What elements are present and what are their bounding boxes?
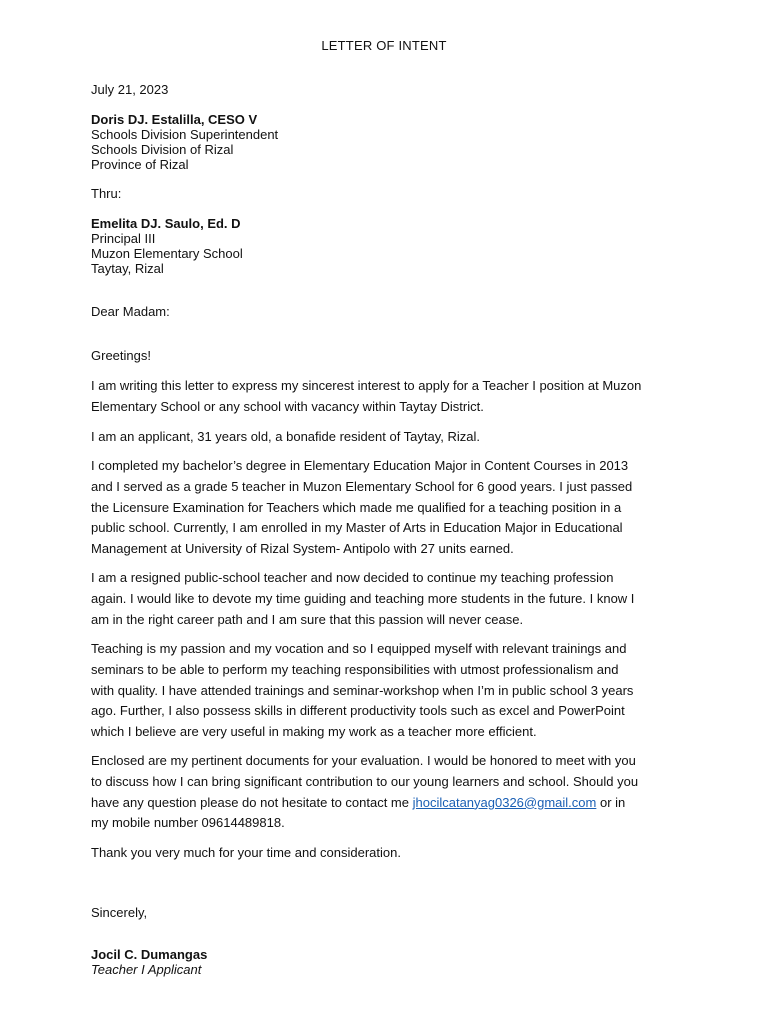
recipient-line: Schools Division of Rizal bbox=[91, 142, 234, 157]
recipient-block bbox=[91, 112, 278, 172]
recipient-name: Doris DJ. Estalilla, CESO V bbox=[91, 112, 258, 127]
thru-line: Taytay, Rizal bbox=[91, 261, 164, 276]
contact-text-after: or in bbox=[596, 794, 626, 810]
signer-title: Teacher I Applicant bbox=[91, 962, 202, 977]
paragraph-line: am in the right career path and I am sure that this passion will never cease. bbox=[91, 611, 524, 627]
paragraph-line: I am writing this letter to express my sincerest interest to apply for a Teacher I position at Muzon bbox=[91, 378, 642, 393]
thru-name: Emelita DJ. Saulo, Ed. D bbox=[91, 216, 241, 231]
paragraph-line: Enclosed are my pertinent documents for your evaluation. I would be honored to meet with you bbox=[91, 753, 636, 768]
paragraph-line: which I believe are very useful in making my work as a teacher more efficient. bbox=[91, 724, 537, 740]
paragraph-line: ago. Further, I also possess skills in different productivity tools such as excel and PowerPoint bbox=[91, 703, 625, 719]
paragraph-line: again. I would like to devote my time guiding and teaching more students in the future. I know I bbox=[91, 590, 635, 606]
paragraph-education bbox=[91, 456, 691, 560]
paragraph-line: and I served as a grade 5 teacher in Muzon Elementary School for 6 good years. I just passed bbox=[91, 478, 633, 494]
signer-name: Jocil C. Dumangas bbox=[91, 947, 208, 962]
thru-label: Thru: bbox=[91, 186, 122, 201]
paragraph-line: to discuss how I can bring significant contribution to our young learners and school. Should you bbox=[91, 773, 639, 789]
paragraph-line: Management at University of Rizal System- Antipolo with 27 units earned. bbox=[91, 541, 514, 557]
paragraph-line: I completed my bachelor’s degree in Elementary Education Major in Content Courses in 2013 bbox=[91, 458, 629, 473]
signature-block bbox=[91, 947, 207, 977]
thanks-line: Thank you very much for your time and consideration. bbox=[91, 845, 401, 860]
paragraph-enclosed bbox=[91, 751, 691, 834]
thru-line: Muzon Elementary School bbox=[91, 246, 243, 261]
email-link[interactable]: jhocilcatanyag0326@gmail.com bbox=[412, 794, 597, 810]
paragraph-line: Teaching is my passion and my vocation and so I equipped myself with relevant trainings and bbox=[91, 641, 627, 656]
closing: Sincerely, bbox=[91, 905, 148, 920]
thru-block bbox=[91, 216, 243, 276]
paragraph-applicant bbox=[91, 427, 691, 448]
paragraph-line: I am an applicant, 31 years old, a bonafide resident of Taytay, Rizal. bbox=[91, 429, 481, 444]
recipient-line: Schools Division Superintendent bbox=[91, 127, 279, 142]
letter-date: July 21, 2023 bbox=[91, 82, 169, 97]
paragraph-line: public school. Currently, I am enrolled in my Master of Arts in Education Major in Educational bbox=[91, 520, 623, 536]
thru-line: Principal III bbox=[91, 231, 156, 246]
paragraph-line: seminars to be able to perform my teaching responsibilities with utmost professionalism and bbox=[91, 661, 619, 677]
contact-text: have any question please do not hesitate to contact me bbox=[91, 794, 413, 810]
letter-title: LETTER OF INTENT bbox=[321, 38, 447, 53]
greeting: Greetings! bbox=[91, 348, 151, 363]
paragraph-passion bbox=[91, 639, 691, 743]
paragraph-line: the Licensure Examination for Teachers which made me qualified for a teaching position in a bbox=[91, 499, 622, 515]
paragraph-line: I am a resigned public-school teacher and now decided to continue my teaching profession bbox=[91, 570, 614, 585]
paragraph-line: with quality. I have attended trainings and seminar-workshop when I’m in public school 3 years bbox=[91, 682, 634, 698]
paragraph-intent bbox=[91, 376, 691, 418]
paragraph-line-contact bbox=[91, 793, 691, 814]
recipient-line: Province of Rizal bbox=[91, 157, 189, 172]
paragraph-line: my mobile number 09614489818. bbox=[91, 815, 285, 831]
paragraph-line: Elementary School or any school with vacancy within Taytay District. bbox=[91, 398, 484, 414]
paragraph-experience bbox=[91, 568, 691, 630]
salutation: Dear Madam: bbox=[91, 304, 170, 319]
